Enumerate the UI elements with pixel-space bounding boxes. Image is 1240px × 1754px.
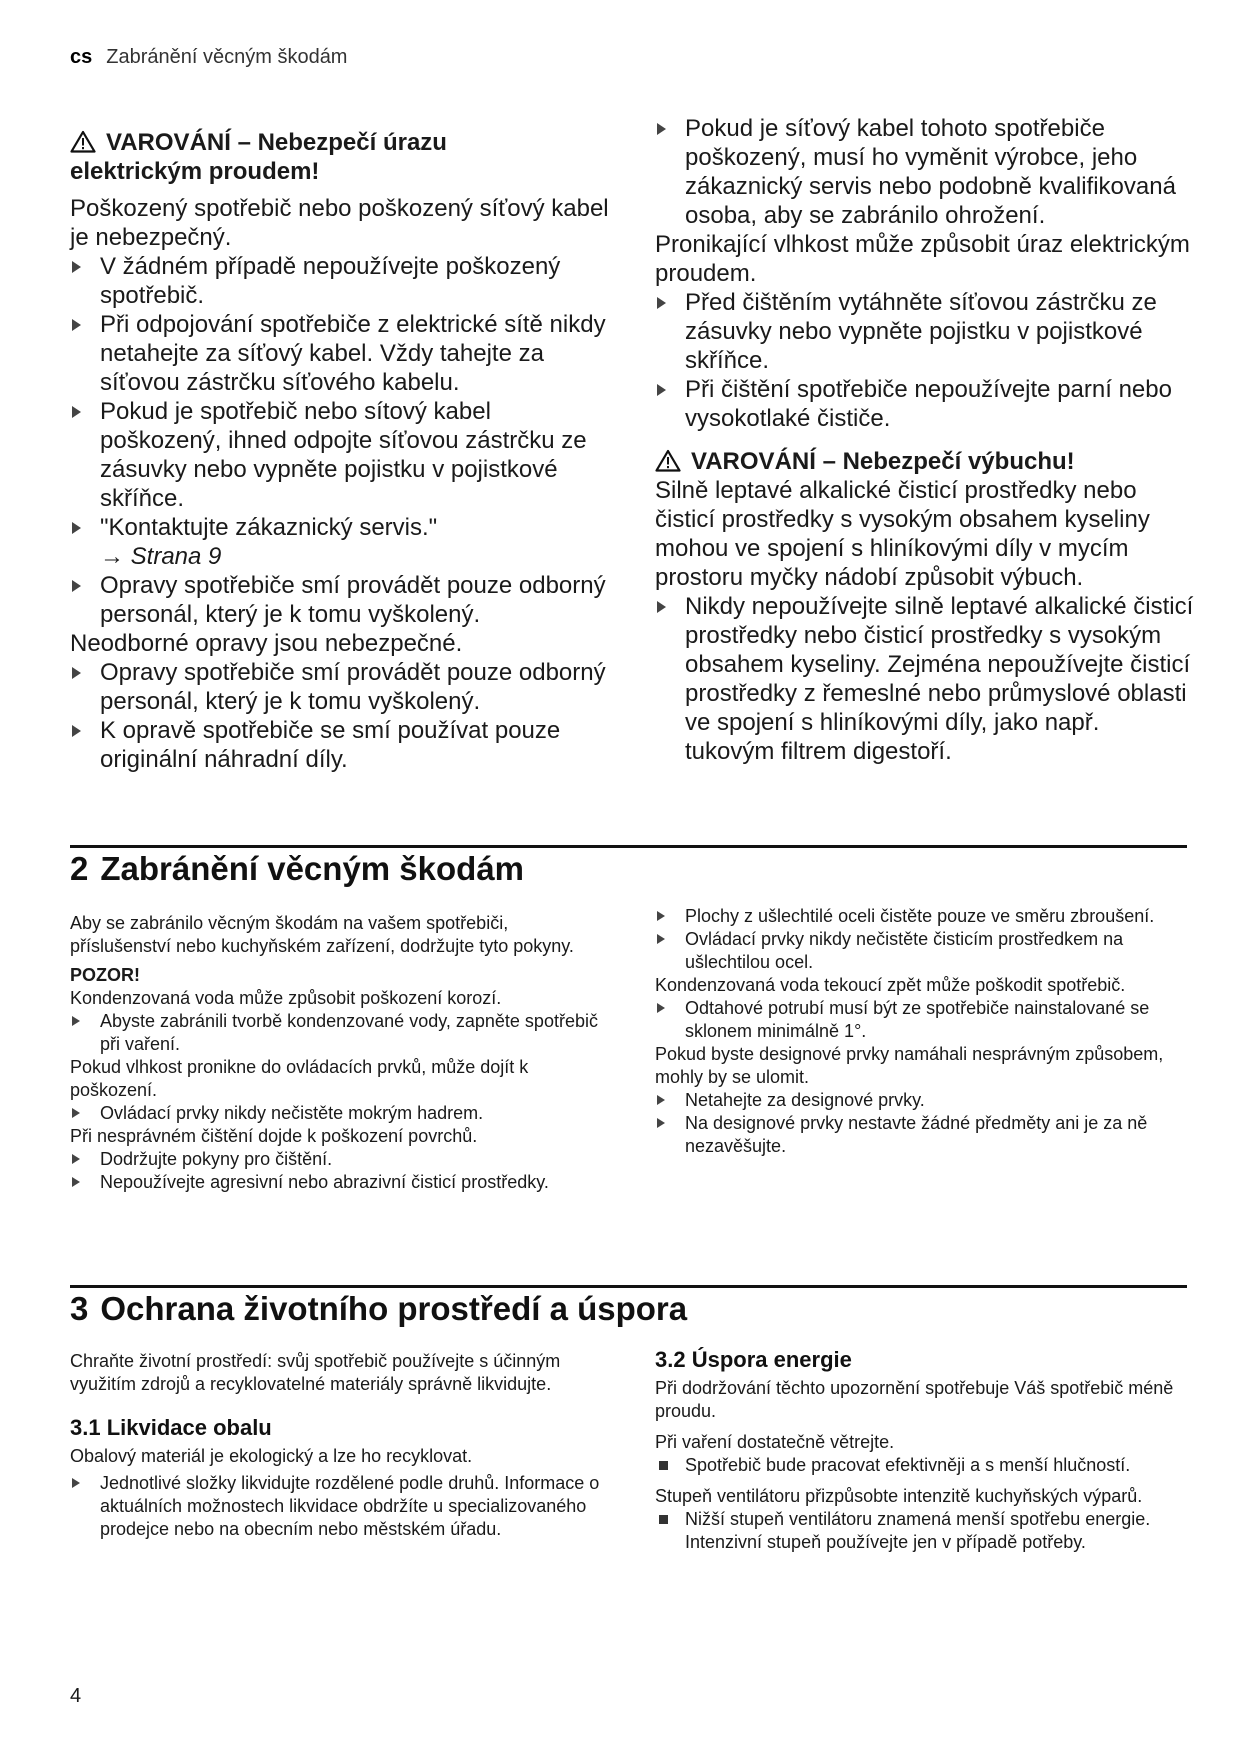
section-3-right-column (655, 1348, 1195, 1554)
header-title: Zabránění věcným škodám (106, 46, 348, 68)
arrow-bullet-icon (72, 580, 81, 592)
top-right-column (655, 114, 1195, 766)
section-title: Ochrana životního prostředí a úspora (100, 1290, 688, 1327)
section-2-right-column (655, 905, 1195, 1158)
bullet-list (655, 1089, 1195, 1158)
bullet-list (70, 1102, 610, 1125)
list-item: Před čištěním vytáhněte síťovou zástrčku ze zásuvky nebo vypněte pojistku v pojistkové skříňce. (655, 288, 1195, 375)
list-item: Na designové prvky nestavte žádné předměty ani je za ně nezavěšujte. (655, 1112, 1195, 1158)
list-item: Nikdy nepoužívejte silně leptavé alkalické čisticí prostředky nebo čisticí prostředky s vysokým obsahem kyseliny. Zejména nepoužívejte čisticí prostředky z řemeslné nebo průmyslové oblasti ve spojení s hliníkovými díly, jako např. tukovým filtrem digestoří. (655, 592, 1195, 766)
list-item: Plochy z ušlechtilé oceli čistěte pouze ve směru zbroušení. (655, 905, 1195, 928)
bullet-list (70, 252, 610, 629)
arrow-bullet-icon (657, 1095, 665, 1105)
paragraph: Silně leptavé alkalické čisticí prostředky nebo čisticí prostředky s vysokým obsahem kyseliny mohou ve spojení s hliníkovými díly v mycím prostoru myčky nádobí způsobit výbuch. (655, 477, 1150, 591)
page-reference-link[interactable]: → Strana 9 (100, 543, 222, 570)
list-item: V žádném případě nepoužívejte poškozený spotřebič. (70, 252, 610, 310)
arrow-bullet-icon (72, 725, 81, 737)
section-number: 2 (70, 850, 89, 887)
paragraph: Při dodržování těchto upozornění spotřebuje Váš spotřebič méně proudu. (655, 1378, 1174, 1421)
paragraph: Poškozený spotřebič nebo poškozený síťový kabel je nebezpečný. (70, 195, 609, 251)
arrow-bullet-icon (657, 911, 665, 921)
arrow-bullet-icon (72, 1016, 80, 1026)
list-item: Netahejte za designové prvky. (655, 1089, 1195, 1112)
list-item: Opravy spotřebiče smí provádět pouze odborný personál, který je k tomu vyškolený. (70, 658, 610, 716)
language-code: cs (70, 46, 93, 68)
square-bullet-icon (659, 1515, 668, 1524)
list-item: Abyste zabránili tvorbě kondenzované vody, zapněte spotřebič při vaření. (70, 1010, 610, 1056)
paragraph: Chraňte životní prostředí: svůj spotřebič používejte s účinným využitím zdrojů a recyklovatelné materiály správně likvidujte. (70, 1351, 561, 1394)
section-2-heading (70, 850, 524, 888)
bullet-list (655, 1454, 1195, 1477)
warning-electric-heading: VAROVÁNÍ – Nebezpečí úrazu elektrickým proudem! (70, 129, 447, 185)
warning-triangle-icon (70, 130, 98, 153)
section-number: 3 (70, 1290, 89, 1327)
section-divider (70, 845, 1187, 848)
list-item: Odtahové potrubí musí být ze spotřebiče nainstalované se sklonem minimálně 1°. (655, 997, 1195, 1043)
bullet-list (655, 114, 1195, 230)
arrow-bullet-icon (657, 297, 666, 309)
square-bullet-icon (659, 1461, 668, 1470)
arrow-bullet-icon (72, 667, 81, 679)
list-item: Při čištění spotřebiče nepoužívejte parní nebo vysokotlaké čističe. (655, 375, 1195, 433)
paragraph: Kondenzovaná voda tekoucí zpět může poškodit spotřebič. (655, 975, 1126, 995)
list-item: Dodržujte pokyny pro čištění. (70, 1148, 610, 1171)
list-item: Spotřebič bude pracovat efektivněji a s menší hlučností. (655, 1454, 1195, 1477)
paragraph: Aby se zabránilo věcným škodám na vašem spotřebiči, příslušenství nebo kuchyňském zařízení, dodržujte tyto pokyny. (70, 913, 574, 956)
paragraph: Stupeň ventilátoru přizpůsobte intenzitě kuchyňských výparů. (655, 1486, 1143, 1506)
section-2-left-column (70, 912, 610, 1194)
paragraph: Pronikající vlhkost může způsobit úraz elektrickým proudem. (655, 231, 1190, 287)
section-3-heading (70, 1290, 687, 1328)
arrow-bullet-icon (72, 406, 81, 418)
arrow-bullet-icon (657, 934, 665, 944)
warning-triangle-icon (655, 449, 683, 472)
arrow-bullet-icon (72, 1177, 80, 1187)
paragraph: Při vaření dostatečně větrejte. (655, 1432, 895, 1452)
paragraph: Pokud byste designové prvky namáhali nesprávným způsobem, mohly by se ulomit. (655, 1044, 1164, 1087)
list-item: Nepoužívejte agresivní nebo abrazivní čisticí prostředky. (70, 1171, 610, 1194)
list-item: Ovládací prvky nikdy nečistěte mokrým hadrem. (70, 1102, 610, 1125)
section-title: Zabránění věcným škodám (100, 850, 525, 887)
arrow-bullet-icon (72, 1478, 80, 1488)
list-item: Opravy spotřebiče smí provádět pouze odborný personál, který je k tomu vyškolený. (70, 571, 610, 629)
section-3-left-column (70, 1350, 610, 1541)
paragraph: Neodborné opravy jsou nebezpečné. (70, 630, 463, 657)
list-item: Pokud je spotřebič nebo sítový kabel poškozený, ihned odpojte síťovou zástrčku ze zásuvky nebo vypněte pojistku v pojistkové skříňce. (70, 397, 610, 513)
bullet-list (655, 1508, 1195, 1554)
subsection-3-2-heading: 3.2 Úspora energie (655, 1347, 852, 1372)
caution-label: POZOR! (70, 965, 140, 985)
arrow-bullet-icon (72, 261, 81, 273)
list-item: Ovládací prvky nikdy nečistěte čisticím prostředkem na ušlechtilou ocel. (655, 928, 1195, 974)
bullet-list (655, 592, 1195, 766)
bullet-list (70, 658, 610, 774)
paragraph: Kondenzovaná voda může způsobit poškození korozí. (70, 988, 502, 1008)
arrow-bullet-icon (657, 1003, 665, 1013)
bullet-list (655, 288, 1195, 433)
paragraph: Při nesprávném čištění dojde k poškození povrchů. (70, 1126, 478, 1146)
page-number: 4 (70, 1685, 82, 1707)
list-item: Při odpojování spotřebiče z elektrické sítě nikdy netahejte za síťový kabel. Vždy tahejte za síťovou zástrčku síťového kabelu. (70, 310, 610, 397)
list-item: Nižší stupeň ventilátoru znamená menší spotřebu energie. Intenzivní stupeň používejte jen v případě potřeby. (655, 1508, 1195, 1554)
arrow-bullet-icon (657, 601, 666, 613)
warning-explosion-heading: VAROVÁNÍ – Nebezpečí výbuchu! (655, 447, 1195, 476)
top-left-column (70, 128, 610, 774)
list-item: Jednotlivé složky likvidujte rozdělené podle druhů. Informace o aktuálních možnostech likvidace obdržíte u specializovaného prodejce nebo na obecním nebo městském úřadu. (70, 1472, 610, 1541)
list-item: Pokud je síťový kabel tohoto spotřebiče poškozený, musí ho vyměnit výrobce, jeho zákaznický servis nebo podobně kvalifikovaná osoba, aby se zabránilo ohrožení. (655, 114, 1195, 230)
arrow-bullet-icon (657, 123, 666, 135)
arrow-bullet-icon (657, 384, 666, 396)
paragraph: Pokud vlhkost pronikne do ovládacích prvků, může dojít k poškození. (70, 1057, 529, 1100)
page-header (70, 46, 347, 69)
arrow-bullet-icon (72, 1108, 80, 1118)
arrow-bullet-icon (657, 1118, 665, 1128)
paragraph: Obalový materiál je ekologický a lze ho recyklovat. (70, 1446, 473, 1466)
section-divider (70, 1285, 1187, 1288)
arrow-bullet-icon (72, 319, 81, 331)
arrow-bullet-icon (72, 522, 81, 534)
subsection-3-1-heading: 3.1 Likvidace obalu (70, 1415, 272, 1440)
bullet-list (655, 905, 1195, 974)
bullet-list (70, 1472, 610, 1541)
list-item: "Kontaktujte zákaznický servis." → Strana 9 (70, 513, 610, 571)
list-item: K opravě spotřebiče se smí používat pouze originální náhradní díly. (70, 716, 610, 774)
arrow-bullet-icon (72, 1154, 80, 1164)
bullet-list (70, 1148, 610, 1194)
bullet-list (70, 1010, 610, 1056)
bullet-list (655, 997, 1195, 1043)
